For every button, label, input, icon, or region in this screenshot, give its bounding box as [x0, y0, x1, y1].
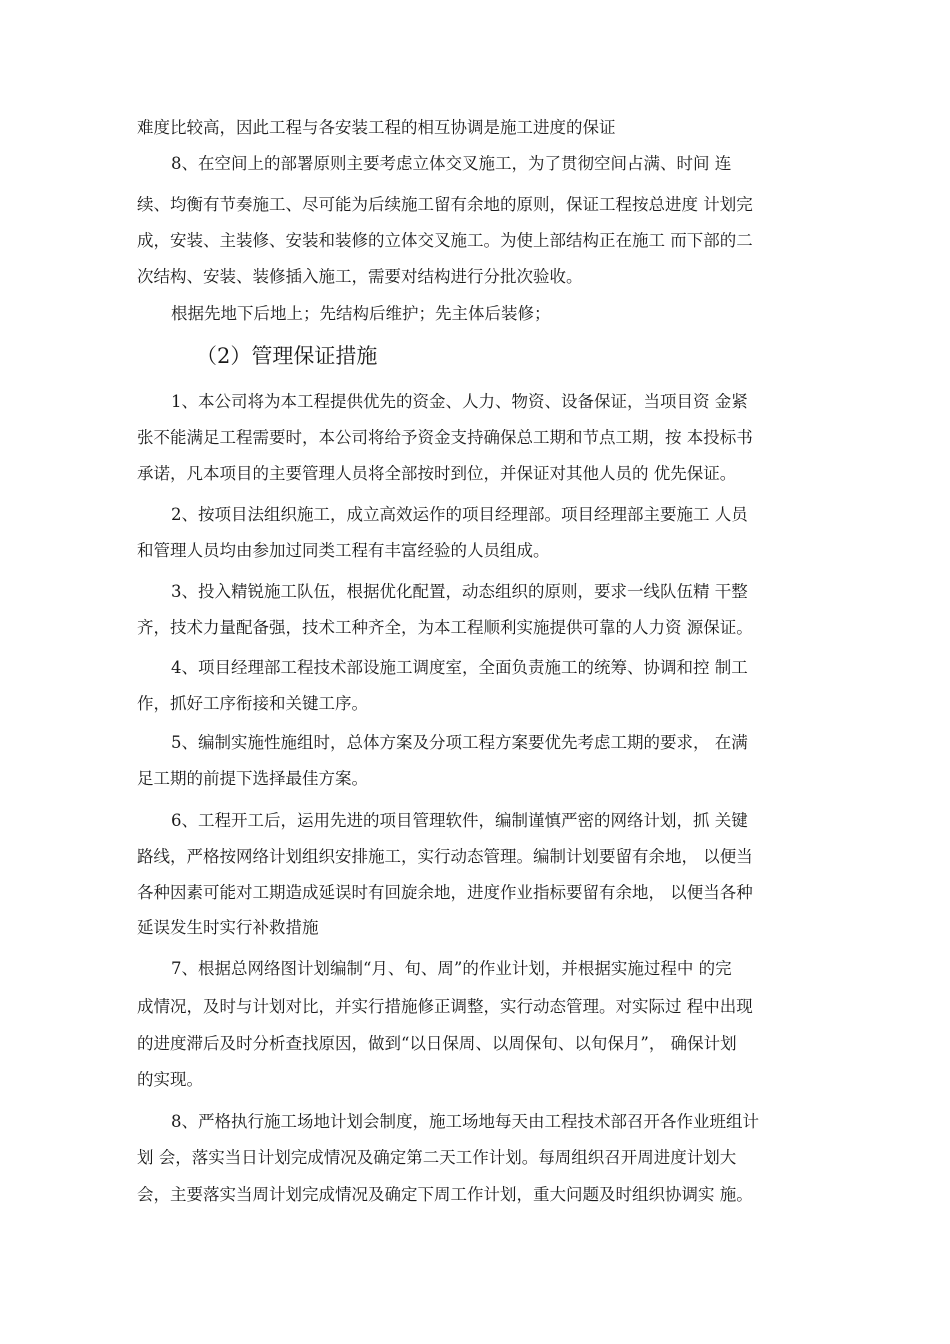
text-line: 5、编制实施性施组时，总体方案及分项工程方案要优先考虑工期的要求， 在满 — [171, 733, 748, 752]
text-line: 作，抓好工序衔接和关键工序。 — [137, 694, 368, 713]
text-line: 8、严格执行施工场地计划会制度，施工场地每天由工程技术部召开各作业班组计 — [171, 1112, 759, 1131]
text-line: 难度比较高，因此工程与各安装工程的相互协调是施工进度的保证 — [137, 118, 616, 137]
text-line: 4、项目经理部工程技术部设施工调度室，全面负责施工的统筹、协调和控 制工 — [171, 658, 748, 677]
text-line: 续、均衡有节奏施工、尽可能为后续施工留有余地的原则，保证工程按总进度 计划完 — [137, 195, 753, 214]
text-line: 各种因素可能对工期造成延误时有回旋余地，进度作业指标要留有余地， 以便当各种 — [137, 883, 753, 902]
section-heading: （2）管理保证措施 — [196, 344, 378, 368]
text-line: 划 会，落实当日计划完成情况及确定第二天工作计划。每周组织召开周进度计划大 — [137, 1148, 737, 1167]
text-line: 8、在空间上的部署原则主要考虑立体交叉施工，为了贯彻空间占满、时间 连 — [171, 154, 732, 173]
text-line: 6、工程开工后，运用先进的项目管理软件，编制谨慎严密的网络计划，抓 关键 — [171, 811, 748, 830]
text-line: 1、本公司将为本工程提供优先的资金、人力、物资、设备保证，当项目资 金紧 — [171, 392, 748, 411]
text-line: 3、投入精锐施工队伍，根据优化配置，动态组织的原则，要求一线队伍精 干整 — [171, 582, 748, 601]
text-line: 成，安装、主装修、安装和装修的立体交叉施工。为使上部结构正在施工 而下部的二 — [137, 231, 753, 250]
text-line: 2、按项目法组织施工，成立高效运作的项目经理部。项目经理部主要施工 人员 — [171, 505, 748, 524]
text-line: 成情况，及时与计划对比，并实行措施修正调整，实行动态管理。对实际过 程中出现 — [137, 997, 753, 1016]
text-line: 张不能满足工程需要时，本公司将给予资金支持确保总工期和节点工期，按 本投标书 — [137, 428, 753, 447]
text-line: 根据先地下后地上；先结构后维护；先主体后装修； — [171, 304, 551, 323]
text-line: 的进度滞后及时分析查找原因，做到“以日保周、以周保旬、以旬保月”， 确保计划 — [137, 1034, 737, 1053]
text-line: 承诺，凡本项目的主要管理人员将全部按时到位，并保证对其他人员的 优先保证。 — [137, 464, 737, 483]
text-line: 齐，技术力量配备强，技术工种齐全，为本工程顺利实施提供可靠的人力资 源保证。 — [137, 618, 753, 637]
text-line: 次结构、安装、装修插入施工，需要对结构进行分批次验收。 — [137, 267, 583, 286]
text-line: 延误发生时实行补救措施 — [137, 918, 319, 937]
text-line: 的实现。 — [137, 1070, 203, 1089]
text-line: 7、根据总网络图计划编制“月、旬、周”的作业计划，并根据实施过程中 的完 — [171, 959, 732, 978]
text-line: 会，主要落实当周计划完成情况及确定下周工作计划，重大问题及时组织协调实 施。 — [137, 1185, 753, 1204]
text-line: 足工期的前提下选择最佳方案。 — [137, 769, 368, 788]
text-line: 路线，严格按网络计划组织安排施工，实行动态管理。编制计划要留有余地， 以便当 — [137, 847, 753, 866]
text-line: 和管理人员均由参加过同类工程有丰富经验的人员组成。 — [137, 541, 550, 560]
